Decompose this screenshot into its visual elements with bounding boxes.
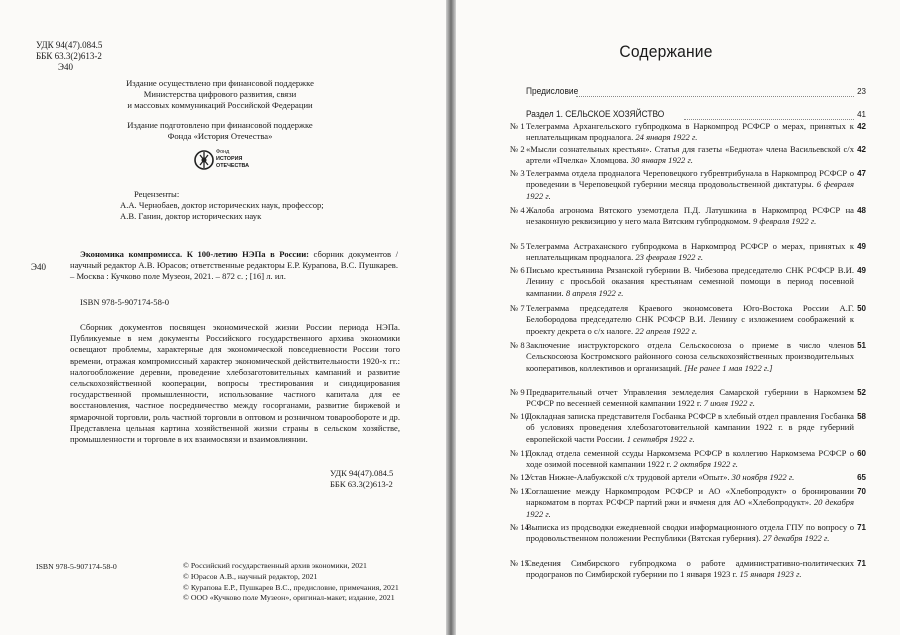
toc-entry-number: № 15 xyxy=(510,558,529,568)
toc-page-number: 47 xyxy=(857,169,866,178)
right-page xyxy=(456,0,900,635)
toc-entry-number: № 7 xyxy=(510,303,525,313)
toc-page-number: 60 xyxy=(857,449,866,458)
left-page xyxy=(0,0,446,635)
toc-entry-number: № 2 xyxy=(510,144,525,154)
reviewers-title: Рецензенты: xyxy=(134,189,180,199)
toc-entry-text xyxy=(526,522,854,545)
toc-entry-title: Сведения Симбирского губпродкома о работе административно-политических продогранов по Симбирской губернии по 1 января 1923 г. xyxy=(526,558,854,580)
toc-entry-number: № 10 xyxy=(510,411,529,421)
toc-entry-text xyxy=(526,558,854,581)
toc-entry-text: Предисловие xyxy=(526,86,579,96)
toc-entry-title: Соглашение между Наркомпродом РСФСР и АО «Хлебопродукт» о бронировании наркоматом в портах РСФСР партий ржи и ячменя для АО «Хлебопродукт». xyxy=(526,486,854,508)
toc-entry-number: № 4 xyxy=(510,205,525,215)
toc-entry-number: № 12 xyxy=(510,472,529,482)
toc-page-number: 51 xyxy=(857,341,866,350)
toc-entry-title: Телеграмма Астраханского губпродкома в Наркомпрод РСФСР о мерах, принятых к неплательщикам продналога. xyxy=(526,241,854,263)
reviewers xyxy=(120,189,380,223)
toc-entry-date: 1 сентября 1922 г. xyxy=(626,433,695,444)
toc-page-number: 58 xyxy=(857,412,866,421)
fund-logo xyxy=(194,147,254,173)
reviewer: А.А. Чернобаев, доктор исторических наук, профессор; xyxy=(120,200,324,211)
toc-entry-text xyxy=(526,265,854,299)
leader-dots xyxy=(684,119,854,120)
toc-page-number: 49 xyxy=(857,242,866,251)
toc-entry-text xyxy=(526,486,854,520)
toc-entry-title: Устав Нижне-Алабужской с/х трудовой артели «Опыт». xyxy=(526,472,732,482)
toc-entry-date: 27 декабря 1922 г. xyxy=(762,533,830,544)
udk-code: УДК 94(47).084.5 xyxy=(330,468,394,478)
book-title: Экономика компромисса. К 100-летию НЭПа в России: xyxy=(80,249,310,259)
toc-section-heading: Раздел 1. СЕЛЬСКОЕ ХОЗЯЙСТВО xyxy=(526,109,665,119)
toc-entry-title: Докладная записка представителя Госбанка РСФСР в хлебный отдел правления Госбанка об условиях проведения хлебозаготовительной кампании 1922 г. в ряде губерний европейской части России. xyxy=(526,411,854,444)
toc-entry-date: 15 января 1923 г. xyxy=(739,569,802,580)
toc-entry-text xyxy=(526,168,854,202)
copyright-line: © Юрасов А.В., научный редактор, 2021 xyxy=(183,571,318,581)
toc-entry-number: № 3 xyxy=(510,168,525,178)
toc-entry-title: Предварительный отчет Управления земледелия Самарской губернии в Наркомзем РСФСР по весенней семенной кампании 1922 г. xyxy=(526,387,854,409)
toc-entry-text xyxy=(526,205,854,228)
toc-entry-date: 20 декабря 1922 г. xyxy=(526,497,854,519)
logo-text: ИСТОРИЯ xyxy=(216,155,243,162)
toc-page-number: 71 xyxy=(857,523,866,532)
toc-entry-number: № 5 xyxy=(510,241,525,251)
toc-entry-date: 24 января 1922 г. xyxy=(635,132,698,143)
toc-entry-date: 22 апреля 1922 г. xyxy=(635,325,698,336)
bbk-code: ББК 63.3(2)613-2 xyxy=(36,51,102,61)
toc-entry-date: 23 февраля 1922 г. xyxy=(635,252,703,263)
toc-entry-text xyxy=(526,241,854,264)
toc-page-number: 70 xyxy=(857,487,866,496)
abstract: Сборник документов посвящен экономической жизни России периода НЭПа. Публикуемые в нем документы Российского государственного архива экономики освещают проблемы, характерные для экономической повседневности России того времени, отражая компромиссный характер экономической действительности 1920-х гг.: налогообложение деревни, проведение хлебозаготовительных кампаний и развитие сельскохозяйственной кооперации, вопросы трестирования и синдицирования государственной промышленности, использование частного капитала для ее восстановления, частное посредничество между госорганами, развитие биржевой и ярмарочной торговли, роль частной торговли в оптовом и розничном товарообороте и др. Представлена цельная картина хозяйственной жизни страны в сельском хозяйстве, промышленности и торговле в их взаимосвязи и взаимовлиянии. xyxy=(70,322,400,445)
toc-entry-text xyxy=(526,121,854,144)
toc-entry-title: Заключение инструкторского отдела Сельскосоюза о приеме в число членов Сельскосоюза Костромского районного союза сельскохозяйственных производительных кооперативов, коллективов и организаций. xyxy=(526,340,854,373)
toc-entry-text xyxy=(526,387,854,410)
funding-line: Издание осуществлено при финансовой поддержке xyxy=(126,78,314,88)
classification-codes xyxy=(36,40,102,73)
toc-entry-title: Телеграмма Архангельского губпродкома в Наркомпрод РСФСР о мерах, принятых к неплательщикам продналога. xyxy=(526,121,854,143)
toc-entry-text xyxy=(526,144,854,167)
funding-note-fund xyxy=(60,120,380,142)
toc-entry-number: № 9 xyxy=(510,387,525,397)
book-gutter xyxy=(446,0,456,635)
leader-dots xyxy=(576,96,854,97)
toc-entry-date: 30 ноября 1922 г. xyxy=(731,472,795,482)
funding-note-ministry xyxy=(60,78,380,112)
funding-line: Фонда «История Отечества» xyxy=(167,131,273,142)
toc-page-number: 71 xyxy=(857,559,866,568)
toc-page-number: 23 xyxy=(857,87,866,96)
logo-text: ОТЕЧЕСТВА xyxy=(216,162,250,169)
toc-entry-title: «Мысли сознательных крестьян». Статья для газеты «Беднота» члена Васильевской с/х артели «Пчелка» Хломцова. xyxy=(526,144,854,166)
udk-code: УДК 94(47).084.5 xyxy=(36,40,103,50)
toc-entry-title: Жалоба агронома Вятского уземотдела П.Д. Латушкина в Наркомпрод РСФСР на незаконную реквизицию у него мала Вятским губпродкомом. xyxy=(526,205,854,227)
footer-isbn: ISBN 978-5-907174-58-0 xyxy=(36,562,117,571)
funding-line: и массовых коммуникаций Российской Федерации xyxy=(127,100,313,111)
copyright-line: © ООО «Кучково поле Музеон», оригинал-макет, издание, 2021 xyxy=(183,593,395,603)
toc-entry-date: 7 июля 1922 г. xyxy=(703,398,755,409)
catalog-details: сборник документов / научный редактор А.В. Юрасов; ответственные редакторы Е.Р. Курапова, В.С. Пушкарев. – Москва : Кучково поле Музеон, 2021. – 872 с. ; [16] л. ил. xyxy=(70,249,398,282)
toc-page-number: 41 xyxy=(857,110,866,119)
toc-entry-title: Телеграмма отдела продналога Череповецкого губревтрибунала в Наркомпрод РСФСР о проведении в Череповецкой губернии месяца продовольственной диктатуры. xyxy=(526,168,854,190)
author-mark: Э40 xyxy=(58,62,73,72)
funding-line: Министерства цифрового развития, связи xyxy=(143,89,297,100)
toc-page-number: 49 xyxy=(857,266,866,275)
toc-entry-title: Выписка из продсводки ежедневной сводки информационного отдела ГПУ по вопросу о продовольственном положении Республики (Вятская губерния). xyxy=(526,522,854,544)
toc-entry-title: Письмо крестьянина Рязанской губернии В. Чибезова председателю СНК РСФСР В.И. Ленину с просьбой оказания крестьянам семенной помощи в период посевной кампании. xyxy=(526,265,854,298)
catalog-entry xyxy=(70,249,398,283)
toc-entry-text xyxy=(526,448,854,471)
toc-title: Содержание xyxy=(619,42,713,61)
toc-page-number: 52 xyxy=(857,388,866,397)
toc-page-number: 50 xyxy=(857,304,866,313)
funding-line: Издание подготовлено при финансовой поддержке xyxy=(127,120,313,130)
bbk-code: ББК 63.3(2)613-2 xyxy=(330,479,393,490)
toc-entry-date: 30 января 1922 г. xyxy=(630,155,693,166)
toc-entry-number: № 8 xyxy=(510,340,525,350)
toc-entry-date: [Не ранее 1 мая 1922 г.] xyxy=(684,362,773,373)
toc-page-number: 42 xyxy=(857,122,866,131)
toc-entry-date: 2 октября 1922 г. xyxy=(673,459,738,470)
toc-entry-date: 9 февраля 1922 г. xyxy=(752,216,817,227)
toc-entry-date: 8 апреля 1922 г. xyxy=(565,287,624,298)
logo-text: Фонд xyxy=(216,149,230,155)
copyright-line: © Российский государственный архив экономики, 2021 xyxy=(183,561,367,570)
reviewer: А.В. Ганин, доктор исторических наук xyxy=(120,211,262,222)
toc-entry-number: № 6 xyxy=(510,265,525,275)
toc-page-number: 48 xyxy=(857,206,866,215)
copyright-line: © Курапова Е.Р., Пушкарев В.С., предисловие, примечания, 2021 xyxy=(183,582,399,592)
toc-entry-text xyxy=(526,411,854,445)
toc-entry-title: Телеграмма председателя Краевого экономсовета Юго-Востока России А.Г. Белобородова председателю СНК РСФСР В.И. Ленину с изложением соображений к проекту декрета о с/х налоге. xyxy=(526,303,854,336)
toc-entry-title: Доклад отдела семенной ссуды Наркомзема РСФСР в коллегию Наркомзема РСФСР о ходе озимой посевной кампании 1922 г. xyxy=(526,448,854,470)
toc-entry-number: № 13 xyxy=(510,486,529,496)
copyright-block xyxy=(183,561,433,604)
catalog-code: Э40 xyxy=(31,262,46,272)
isbn: ISBN 978-5-907174-58-0 xyxy=(80,297,170,307)
classification-codes-repeat xyxy=(330,468,393,490)
toc-entry-text xyxy=(526,472,854,483)
toc-entry-number: № 11 xyxy=(510,448,529,458)
toc-entry-number: № 14 xyxy=(510,522,529,532)
toc-page-number: 65 xyxy=(857,473,866,482)
toc-entry-text xyxy=(526,303,854,337)
toc-entry-number: № 1 xyxy=(510,121,525,131)
toc-entry-date: 6 февраля 1922 г. xyxy=(526,179,854,201)
toc-page-number: 42 xyxy=(857,145,866,154)
toc-entry-text xyxy=(526,340,854,374)
